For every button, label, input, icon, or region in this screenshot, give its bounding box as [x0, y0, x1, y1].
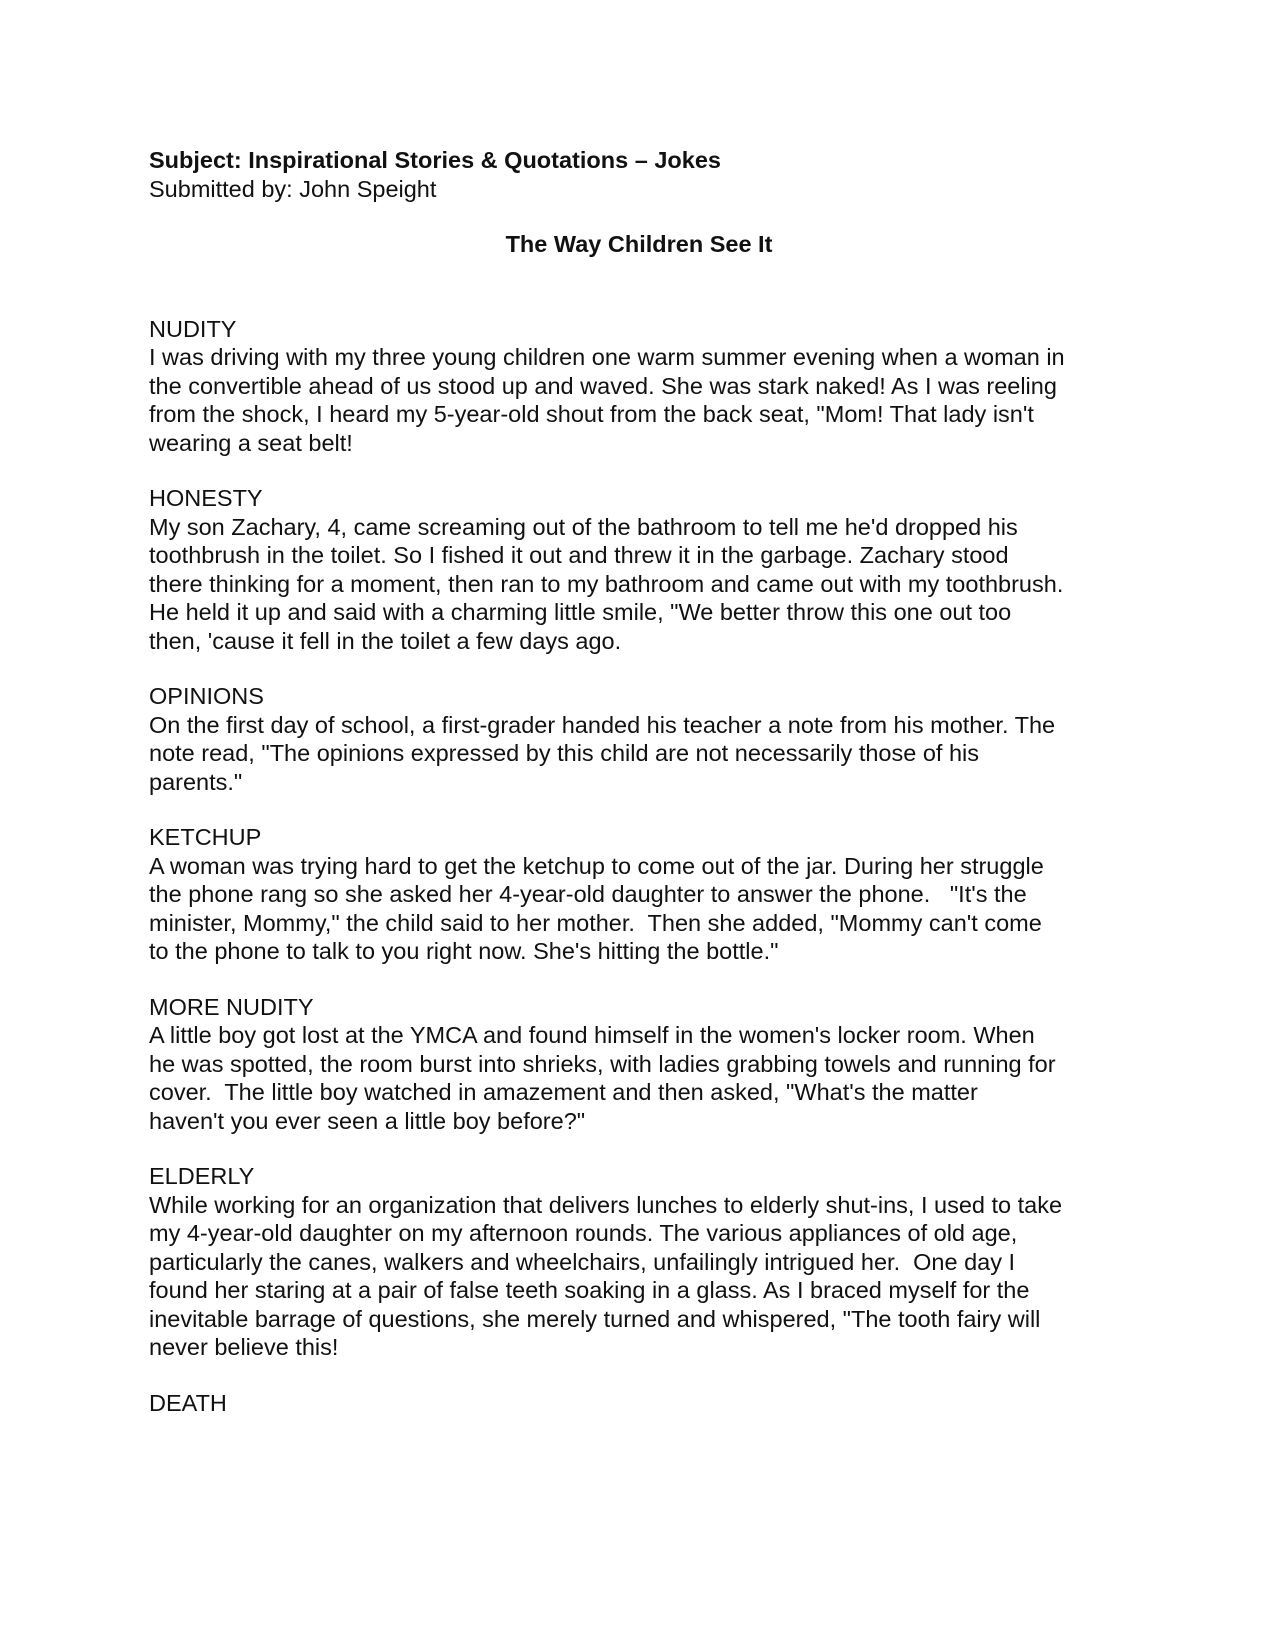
- story-section: [149, 1162, 1129, 1362]
- document-title: The Way Children See It: [505, 231, 773, 257]
- story-text-line: never believe this!: [149, 1334, 339, 1360]
- story-text-line: I was driving with my three young children one warm summer evening when a woman in: [149, 344, 1065, 370]
- story-text-line: A little boy got lost at the YMCA and found himself in the women's locker room. When: [149, 1022, 1035, 1048]
- story-section: [149, 823, 1129, 966]
- story-section: [149, 315, 1129, 458]
- story-text-line: there thinking for a moment, then ran to my bathroom and came out with my toothbrush.: [149, 570, 1064, 597]
- story-text-line: While working for an organization that delivers lunches to elderly shut-ins, I used to take: [149, 1191, 1063, 1218]
- story-heading: MORE NUDITY: [149, 993, 314, 1020]
- story-heading: ELDERLY: [149, 1163, 255, 1189]
- story-text-line: My son Zachary, 4, came screaming out of the bathroom to tell me he'd dropped his: [149, 513, 1018, 540]
- story-text-line: from the shock, I heard my 5-year-old shout from the back seat, "Mom! That lady isn't: [149, 401, 1034, 427]
- story-heading: DEATH: [149, 1389, 227, 1416]
- story-section: [149, 682, 1129, 796]
- story-text-line: On the first day of school, a first-grader handed his teacher a note from his mother. The: [149, 711, 1056, 738]
- story-text-line: the convertible ahead of us stood up and waved. She was stark naked! As I was reeling: [149, 372, 1057, 399]
- story-text-line: haven't you ever seen a little boy before?": [149, 1107, 586, 1134]
- story-text-line: minister, Mommy," the child said to her mother. Then she added, "Mommy can't come: [149, 909, 1042, 936]
- story-text-line: He held it up and said with a charming little smile, "We better throw this one out too: [149, 599, 1012, 625]
- story-text-line: parents.": [149, 768, 243, 795]
- story-heading: NUDITY: [149, 315, 237, 342]
- story-section: [149, 1389, 1129, 1418]
- story-text-line: note read, "The opinions expressed by this child are not necessarily those of his: [149, 740, 980, 766]
- document-content: [149, 146, 1129, 1444]
- story-text-line: cover. The little boy watched in amazement and then asked, "What's the matter: [149, 1079, 978, 1105]
- story-text-line: A woman was trying hard to get the ketchup to come out of the jar. During her struggle: [149, 852, 1044, 879]
- subject-line: Subject: Inspirational Stories & Quotations – Jokes: [149, 147, 721, 173]
- story-text-line: my 4-year-old daughter on my afternoon rounds. The various appliances of old age,: [149, 1220, 1018, 1246]
- story-heading: HONESTY: [149, 485, 263, 511]
- stories-list: [149, 315, 1129, 1418]
- story-text-line: the phone rang so she asked her 4-year-old daughter to answer the phone. "It's the: [149, 881, 1027, 907]
- story-heading: KETCHUP: [149, 824, 262, 850]
- story-section: [149, 993, 1129, 1136]
- submitted-by-line: Submitted by: John Speight: [149, 175, 437, 202]
- story-heading: OPINIONS: [149, 683, 264, 709]
- story-text-line: then, 'cause it fell in the toilet a few days ago.: [149, 627, 622, 654]
- story-text-line: particularly the canes, walkers and wheelchairs, unfailingly intrigued her. One day I: [149, 1248, 1016, 1275]
- story-text-line: toothbrush in the toilet. So I fished it out and threw it in the garbage. Zachary stood: [149, 542, 1009, 568]
- story-text-line: inevitable barrage of questions, she merely turned and whispered, "The tooth fairy will: [149, 1305, 1041, 1332]
- story-text-line: to the phone to talk to you right now. She's hitting the bottle.": [149, 938, 779, 964]
- story-text-line: he was spotted, the room burst into shrieks, with ladies grabbing towels and running for: [149, 1050, 1056, 1077]
- story-text-line: wearing a seat belt!: [149, 429, 353, 456]
- story-text-line: found her staring at a pair of false teeth soaking in a glass. As I braced myself for the: [149, 1277, 1030, 1303]
- story-section: [149, 484, 1129, 655]
